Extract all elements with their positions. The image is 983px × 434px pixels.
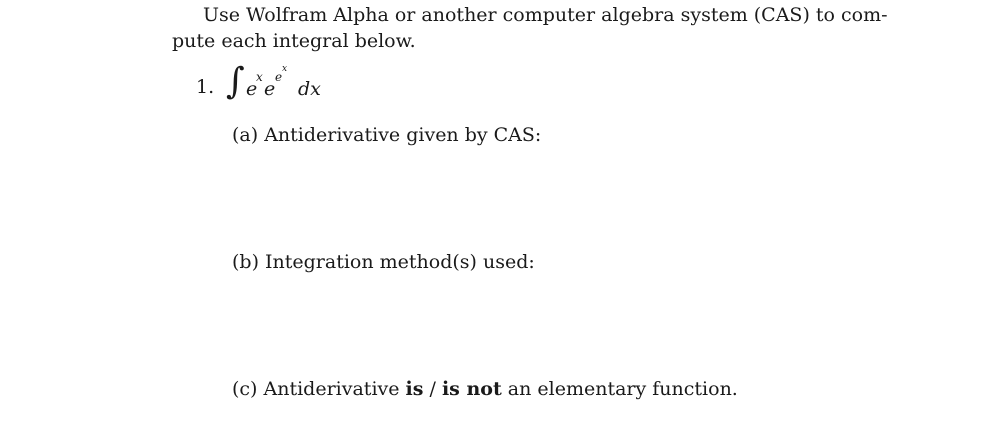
integral-expression (226, 60, 356, 110)
part-a-antiderivative: (a) Antiderivative given by CAS: (232, 124, 542, 146)
instructions-line-1: Use Wolfram Alpha or another computer algebra system (CAS) to com- (203, 4, 888, 26)
part-b-integration-methods: (b) Integration method(s) used: (232, 251, 535, 273)
part-c-prefix: (c) Antiderivative (232, 378, 406, 400)
integrand-exponent-ex: x (282, 64, 288, 74)
part-c-elementary-function (232, 378, 738, 400)
problem-number: 1. (196, 76, 215, 98)
integrand-exponent-x: x (256, 70, 263, 84)
part-c-suffix: an elementary function. (501, 378, 738, 400)
instructions-line-2: pute each integral below. (172, 30, 416, 52)
instructions-paragraph (172, 2, 888, 54)
part-c-is-not-option: is not (441, 378, 502, 400)
integrand-second-e: e (264, 78, 276, 100)
integrand-base-e: e (246, 78, 258, 100)
integral-differential: dx (298, 78, 321, 100)
integrand-exponent-e: e (275, 70, 283, 84)
part-c-is-option: is (405, 378, 424, 400)
part-c-slash: / (423, 378, 442, 400)
integral-sign: ∫ (226, 61, 245, 102)
